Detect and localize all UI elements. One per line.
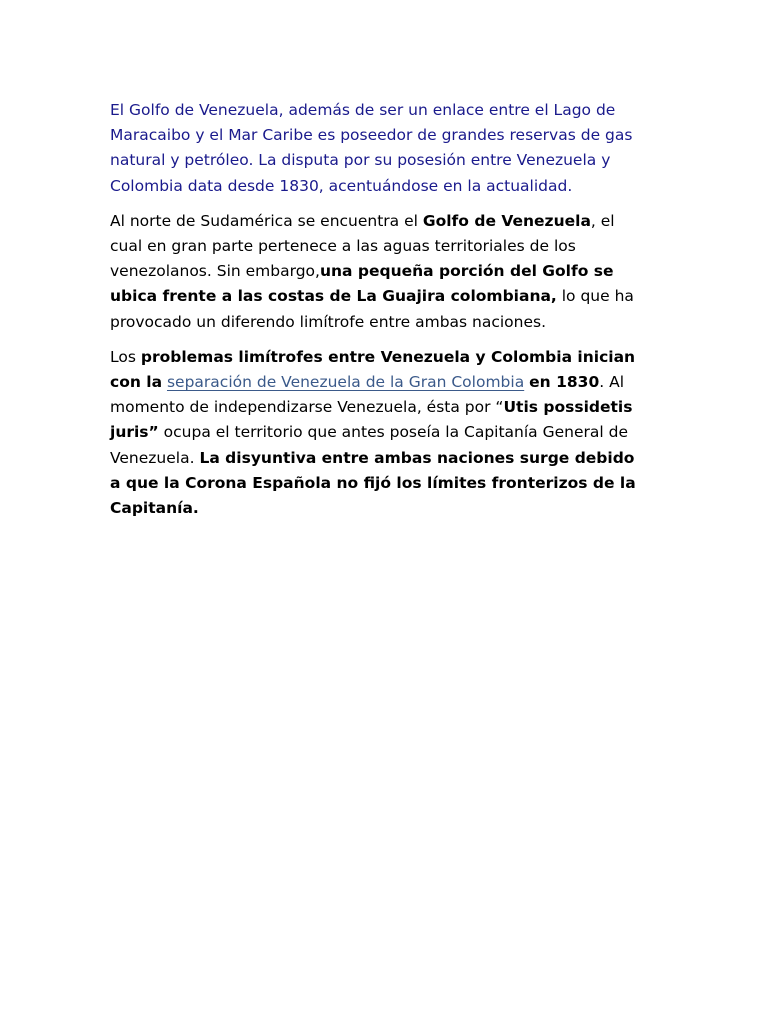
intro-paragraph — [110, 98, 650, 199]
para2-text-2: , el cual en gran parte pertenece a las aguas territoriales de los venezolanos. Sin embargo, — [110, 211, 615, 281]
para3-bold-1830: en 1830 — [529, 373, 600, 392]
para2-text-3: lo que ha provocado un diferendo limítrofe entre ambas naciones. — [110, 287, 634, 331]
paragraph-problemas — [110, 345, 650, 521]
paragraph-golfo — [110, 209, 650, 335]
para3-text-3: ocupa el territorio que antes poseía la Capitanía General de Venezuela. — [110, 423, 628, 467]
para2-text-1: Al norte de Sudamérica se encuentra el — [110, 211, 423, 230]
para3-bold-utis: Utis possidetis juris” — [110, 398, 633, 442]
para3-bold-disyuntiva: La disyuntiva entre ambas naciones surge debido a que la Corona Española no fijó los límites fronterizos de la Capitanía. — [110, 448, 636, 518]
gran-colombia-link[interactable]: separación de Venezuela de la Gran Colombia — [166, 373, 525, 392]
para3-text-2: . Al momento de independizarse Venezuela, ésta por “ — [110, 373, 624, 417]
para3-bold-problemas: problemas limítrofes entre Venezuela y Colombia inician con la — [110, 347, 636, 392]
para2-bold-porcion: una pequeña porción del Golfo se ubica frente a las costas de La Guajira colombiana, — [110, 262, 614, 306]
intro-text: El Golfo de Venezuela, además de ser un enlace entre el Lago de Maracaibo y el Mar Caribe es poseedor de grandes reservas de gas natural y petróleo. La disputa por su posesión entre Venezuela y Colombia data desde 1830, acentuándose en la actualidad. — [110, 101, 633, 195]
para2-bold-golfo: Golfo de Venezuela — [422, 211, 591, 230]
document-page — [110, 98, 650, 521]
para3-text-1: Los — [110, 347, 141, 366]
